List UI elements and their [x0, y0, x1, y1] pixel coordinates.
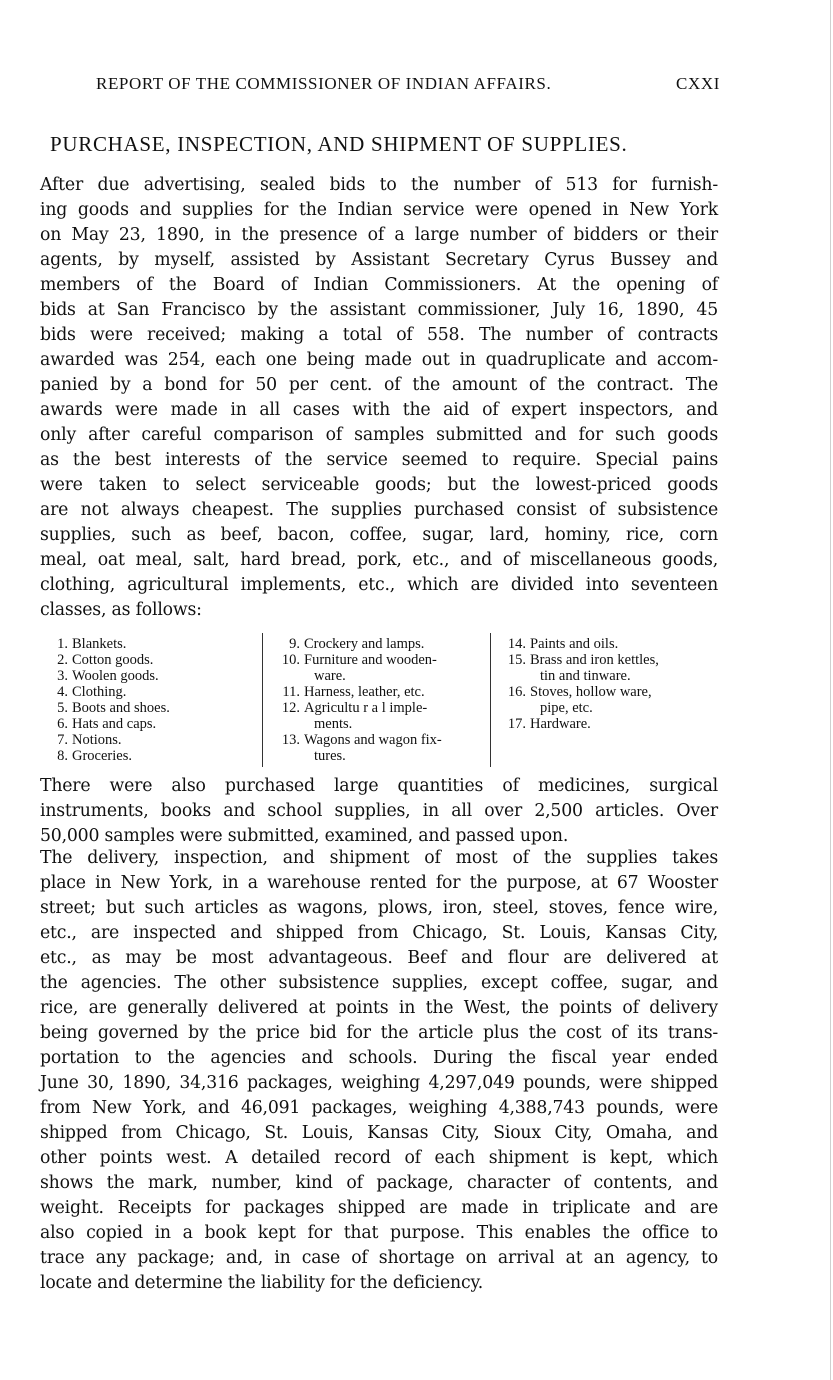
text-line: The delivery, inspection, and shipment of most of the supplies takes — [40, 848, 718, 868]
text-line: portation to the agencies and schools. During the fiscal year ended — [40, 1048, 718, 1068]
class-label-continuation: tin and tinware. — [540, 668, 631, 684]
text-line: After due advertising, sealed bids to the number of 513 for furnish- — [40, 175, 718, 195]
class-item — [498, 636, 728, 652]
class-item — [498, 716, 728, 732]
class-item — [272, 684, 488, 700]
text-line: as the best interests of the service seemed to require. Special pains — [40, 450, 718, 470]
column-divider — [490, 633, 491, 767]
text-line: place in New York, in a warehouse rented for the purpose, at 67 Wooster — [40, 873, 718, 893]
class-label: Crockery and lamps. — [304, 636, 425, 652]
class-number: 11. — [282, 684, 300, 700]
paragraph-delivery-shipment — [40, 846, 718, 1296]
class-item — [272, 732, 488, 764]
class-item — [48, 652, 258, 668]
class-label: Woolen goods. — [72, 668, 159, 684]
class-item — [48, 684, 258, 700]
classes-column-3 — [498, 636, 728, 732]
text-line: etc., as may be most advantageous. Beef and flour are delivered at — [40, 948, 718, 968]
text-line: also copied in a book kept for that purpose. This enables the office to — [40, 1223, 718, 1243]
class-label: Notions. — [72, 732, 122, 748]
class-number: 16. — [507, 684, 526, 700]
class-number: 5. — [57, 700, 68, 716]
text-line: locate and determine the liability for the deficiency. — [40, 1273, 484, 1293]
text-line: members of the Board of Indian Commissioners. At the opening of — [40, 275, 718, 295]
text-line: ing goods and supplies for the Indian service were opened in New York — [40, 200, 718, 220]
class-number: 2. — [57, 652, 68, 668]
class-item — [272, 636, 488, 652]
class-label: Stoves, hollow ware, — [530, 684, 652, 700]
text-line: from New York, and 46,091 packages, weighing 4,388,743 pounds, were — [40, 1098, 718, 1118]
text-line: etc., are inspected and shipped from Chicago, St. Louis, Kansas City, — [40, 923, 718, 943]
class-label: Clothing. — [72, 684, 127, 700]
text-line: on May 23, 1890, in the presence of a large number of bidders or their — [40, 225, 718, 245]
class-label-continuation: pipe, etc. — [540, 700, 593, 716]
class-item — [48, 636, 258, 652]
classes-column-2 — [272, 636, 488, 764]
class-item — [272, 652, 488, 684]
text-line: meal, oat meal, salt, hard bread, pork, etc., and of miscellaneous goods, — [40, 550, 718, 570]
class-number: 12. — [281, 700, 300, 716]
class-number: 1. — [57, 636, 68, 652]
text-line: agents, by myself, assisted by Assistant Secretary Cyrus Bussey and — [40, 250, 718, 270]
class-label: Harness, leather, etc. — [304, 684, 425, 700]
text-line: shipped from Chicago, St. Louis, Kansas City, Sioux City, Omaha, and — [40, 1123, 718, 1143]
class-label-continuation: ware. — [314, 668, 346, 684]
text-line: the agencies. The other subsistence supplies, except coffee, sugar, and — [40, 973, 718, 993]
text-line: only after careful comparison of samples submitted and for such goods — [40, 425, 718, 445]
class-number: 7. — [57, 732, 68, 748]
text-line: instruments, books and school supplies, in all over 2,500 articles. Over — [40, 801, 718, 821]
class-number: 8. — [57, 748, 68, 764]
running-head-title: REPORT OF THE COMMISSIONER OF INDIAN AFFAIRS. — [96, 74, 552, 93]
class-number: 10. — [281, 652, 300, 668]
text-line: clothing, agricultural implements, etc., which are divided into seventeen — [40, 575, 718, 595]
text-line: being governed by the price bid for the article plus the cost of its trans- — [40, 1023, 718, 1043]
class-label: Paints and oils. — [530, 636, 619, 652]
class-label-continuation: ments. — [314, 716, 353, 732]
column-divider — [262, 633, 263, 767]
class-label: Agricultu r a l imple- — [304, 700, 428, 716]
section-title: PURCHASE, INSPECTION, AND SHIPMENT OF SUPPLIES. — [50, 132, 628, 156]
class-item — [272, 700, 488, 732]
text-line: trace any package; and, in case of shortage on arrival at an agency, to — [40, 1248, 718, 1268]
class-label: Boots and shoes. — [72, 700, 170, 716]
text-line: rice, are generally delivered at points in the West, the points of delivery — [40, 998, 718, 1018]
class-label: Groceries. — [72, 748, 132, 764]
class-label: Brass and iron kettles, — [530, 652, 659, 668]
text-line: 50,000 samples were submitted, examined, and passed upon. — [40, 826, 569, 846]
text-line: bids at San Francisco by the assistant commissioner, July 16, 1890, 45 — [40, 300, 718, 320]
class-item — [498, 652, 728, 684]
class-label: Hardware. — [530, 716, 591, 732]
paragraph-advertising-bids — [40, 173, 718, 623]
text-line: There were also purchased large quantities of medicines, surgical — [40, 776, 718, 796]
page-edge-rule — [830, 0, 831, 1380]
class-label: Furniture and wooden- — [304, 652, 437, 668]
class-label: Wagons and wagon fix- — [304, 732, 442, 748]
class-item — [48, 732, 258, 748]
page-number: CXXI — [676, 74, 720, 93]
class-number: 14. — [507, 636, 526, 652]
class-number: 6. — [57, 716, 68, 732]
class-number: 3. — [57, 668, 68, 684]
supply-classes-list — [48, 633, 728, 767]
text-line: shows the mark, number, kind of package, character of contents, and — [40, 1173, 718, 1193]
text-line: classes, as follows: — [40, 600, 202, 620]
text-line: June 30, 1890, 34,316 packages, weighing 4,297,049 pounds, were shipped — [40, 1073, 718, 1093]
class-number: 13. — [281, 732, 300, 748]
text-line: were taken to select serviceable goods; but the lowest-priced goods — [40, 475, 718, 495]
text-line: street; but such articles as wagons, plows, iron, steel, stoves, fence wire, — [40, 898, 718, 918]
paragraph-medicines — [40, 774, 718, 849]
class-number: 15. — [507, 652, 526, 668]
class-label-continuation: tures. — [314, 748, 346, 764]
class-item — [48, 716, 258, 732]
class-item — [48, 748, 258, 764]
class-number: 17. — [507, 716, 526, 732]
class-label: Blankets. — [72, 636, 127, 652]
text-line: awarded was 254, each one being made out in quadruplicate and accom- — [40, 350, 718, 370]
text-line: are not always cheapest. The supplies purchased consist of subsistence — [40, 500, 718, 520]
text-line: awards were made in all cases with the aid of expert inspectors, and — [40, 400, 718, 420]
text-line: supplies, such as beef, bacon, coffee, sugar, lard, hominy, rice, corn — [40, 525, 718, 545]
text-line: panied by a bond for 50 per cent. of the amount of the contract. The — [40, 375, 718, 395]
class-item — [48, 700, 258, 716]
text-line: bids were received; making a total of 558. The number of contracts — [40, 325, 718, 345]
text-line: weight. Receipts for packages shipped are made in triplicate and are — [40, 1198, 718, 1218]
class-number: 9. — [289, 636, 300, 652]
text-line: other points west. A detailed record of each shipment is kept, which — [40, 1148, 718, 1168]
class-item — [498, 684, 728, 716]
class-label: Hats and caps. — [72, 716, 157, 732]
class-item — [48, 668, 258, 684]
running-head — [96, 74, 720, 94]
classes-column-1 — [48, 636, 258, 764]
class-number: 4. — [57, 684, 68, 700]
class-label: Cotton goods. — [72, 652, 154, 668]
